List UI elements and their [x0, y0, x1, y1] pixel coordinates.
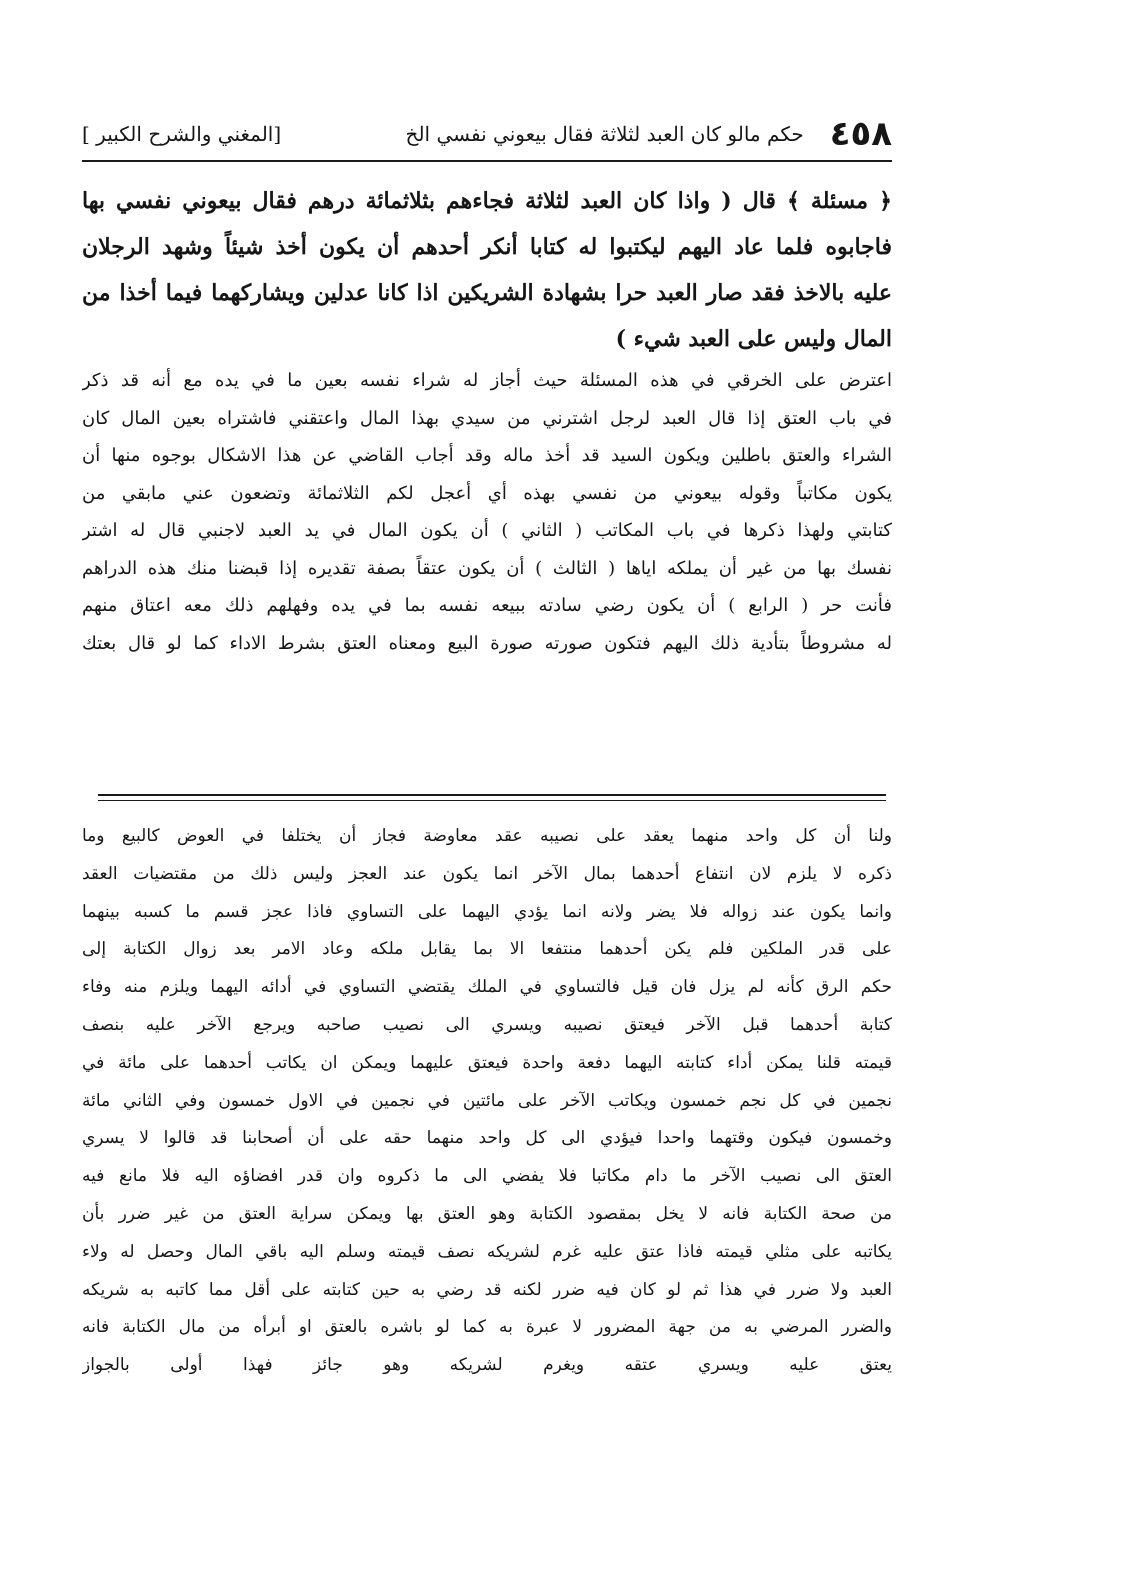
footnote-line: العبد ولا ضرر في هذا ثم لو كان فيه ضرر لكنه قد رضي به حين كتابته على أقل مما كاتبه به شريكه	[82, 1279, 892, 1300]
section-divider	[98, 794, 886, 801]
footnote-line: حكم الرق كأنه لم يزل فان قيل فالتساوي في الملك يقتضي التساوي في أدائه اليهما ويلزم منه وفاء	[82, 977, 892, 998]
masala-line: المال وليس على العبد شيء )	[615, 326, 892, 352]
footnote-line: وخمسون فيكون وقتهما واحدا فيؤدي الى كل واحد منهما حقه على أن أصحابنا قد قالوا لا يسري	[82, 1128, 892, 1149]
masala-line: ﴿ مسئلة ﴾ قال ( واذا كان العبد لثلاثة فجاءهم بثلاثمائة درهم فقال بيعوني نفسي بها	[82, 188, 892, 214]
book-title: [المغني والشرح الكبير ]	[82, 122, 282, 146]
main-text	[82, 178, 892, 662]
masala-line: عليه بالاخذ فقد صار العبد حرا بشهادة الشريكين اذا كانا عدلين ويشاركهما فيما أخذا من	[82, 280, 892, 306]
commentary-line: يكون مكاتباً وقوله بيعوني من نفسي بهذه أي أعجل لكم الثلاثمائة وتضعون عني مابقي من	[82, 482, 892, 504]
footnote-line: والضرر المرضي به من جهة المضرور لا عبرة به كما لو باشره بالعتق او أبرأه من مال الكتابة فانه	[82, 1317, 892, 1338]
commentary-line: نفسك بها من غير أن يملكه اياها ( الثالث ) أن يكون عتقاً بصفة تقديره إذا قبضنا منك هذه الدراهم	[82, 557, 892, 579]
footnote-line: ذكره لا يلزم لان انتفاع أحدهما بمال الآخر انما يكون عند العجز وليس ذلك من مقتضيات العقد	[82, 863, 892, 884]
footnote-line: نجمين في كل نجم خمسون ويكاتب الآخر على مائتين في نجمين في الاول خمسون وفي الثاني مائة	[82, 1090, 892, 1111]
commentary-line: اعترض على الخرقي في هذه المسئلة حيث أجاز له شراء نفسه بعين ما في يده مع أنه قد ذكر	[82, 370, 892, 391]
commentary-line: في باب العتق إذا قال العبد لرجل اشترني من سيدي بهذا المال واعتقني فاشتراه بعين المال كان	[82, 407, 892, 429]
running-title: حكم مالو كان العبد لثلاثة فقال بيعوني نفسي الخ	[405, 122, 804, 146]
footnote-line: قيمته قلنا يمكن أداء كتابته اليهما دفعة واحدة فيعتق عليهما ويمكن ان يكاتب أحدهما على مائة في	[82, 1052, 892, 1073]
footnote-line: يكاتبه على مثلي قيمته فاذا عتق عليه غرم لشريكه نصف قيمته وسلم اليه باقي المال وحصل له ولاء	[82, 1241, 892, 1262]
commentary-line: كتابتي ولهذا ذكرها في باب المكاتب ( الثاني ) أن يكون المال في يد العبد لاجنبي قال له اشتر	[82, 520, 892, 541]
footnote-line: العتق الى نصيب الآخر ما دام مكاتبا فلا يفضي الى ما ذكروه وان قدر افضاؤه اليه فلا مانع فيه	[82, 1166, 892, 1187]
page-header	[82, 108, 892, 162]
footnote-line: يعتق عليه ويسري عتقه ويغرم لشريكه وهو جائز فهذا أولى بالجواز	[82, 1355, 892, 1376]
page-number: ٤٥٨	[829, 114, 892, 154]
footnote-line: ولنا أن كل واحد منهما يعقد على نصيبه عقد معاوضة فجاز أن يختلفا في العوض كالبيع وما	[82, 826, 892, 846]
footnote-line: من صحة الكتابة فانه لا يخل بمقصود الكتابة وهو العتق بها ويمكن سراية العتق من غير ضرر بأن	[82, 1203, 892, 1224]
footnote-line: وانما يكون عند زواله فلا يضر ولانه انما يؤدي اليهما على التساوي فاذا عجز قسم ما كسبه بينهما	[82, 901, 892, 922]
masala-block	[82, 178, 892, 362]
footnote-line: كتابة أحدهما قبل الآخر فيعتق نصيبه ويسري الى نصيب صاحبه ويرجع الآخر عليه بنصف	[82, 1014, 892, 1035]
commentary-line: له مشروطاً بتأدية ذلك اليهم فتكون صورته صورة البيع ومعناه العتق بشرط الاداء كما لو قال بعتك	[82, 632, 892, 654]
commentary-line: فأنت حر ( الرابع ) أن يكون رضي سادته ببيعه نفسه بما في يده وفهلهم ذلك معه اعتاق منهم	[82, 595, 892, 616]
commentary-block	[82, 362, 892, 662]
masala-line: فاجابوه فلما عاد اليهم ليكتبوا له كتابا أنكر أحدهم أن يكون أخذ شيئاً وشهد الرجلان	[82, 234, 892, 260]
footnote-block	[82, 818, 892, 1385]
footnote-line: على قدر الملكين فلم يكن أحدهما منتفعا الا بما يقابل ملكه وعاد الامر بعد زوال الكتابة إلى	[82, 939, 892, 960]
commentary-line: الشراء والعتق باطلين ويكون السيد قد أخذ ماله وقد أجاب القاضي عن هذا الاشكال بوجوه منها أن	[82, 445, 892, 466]
